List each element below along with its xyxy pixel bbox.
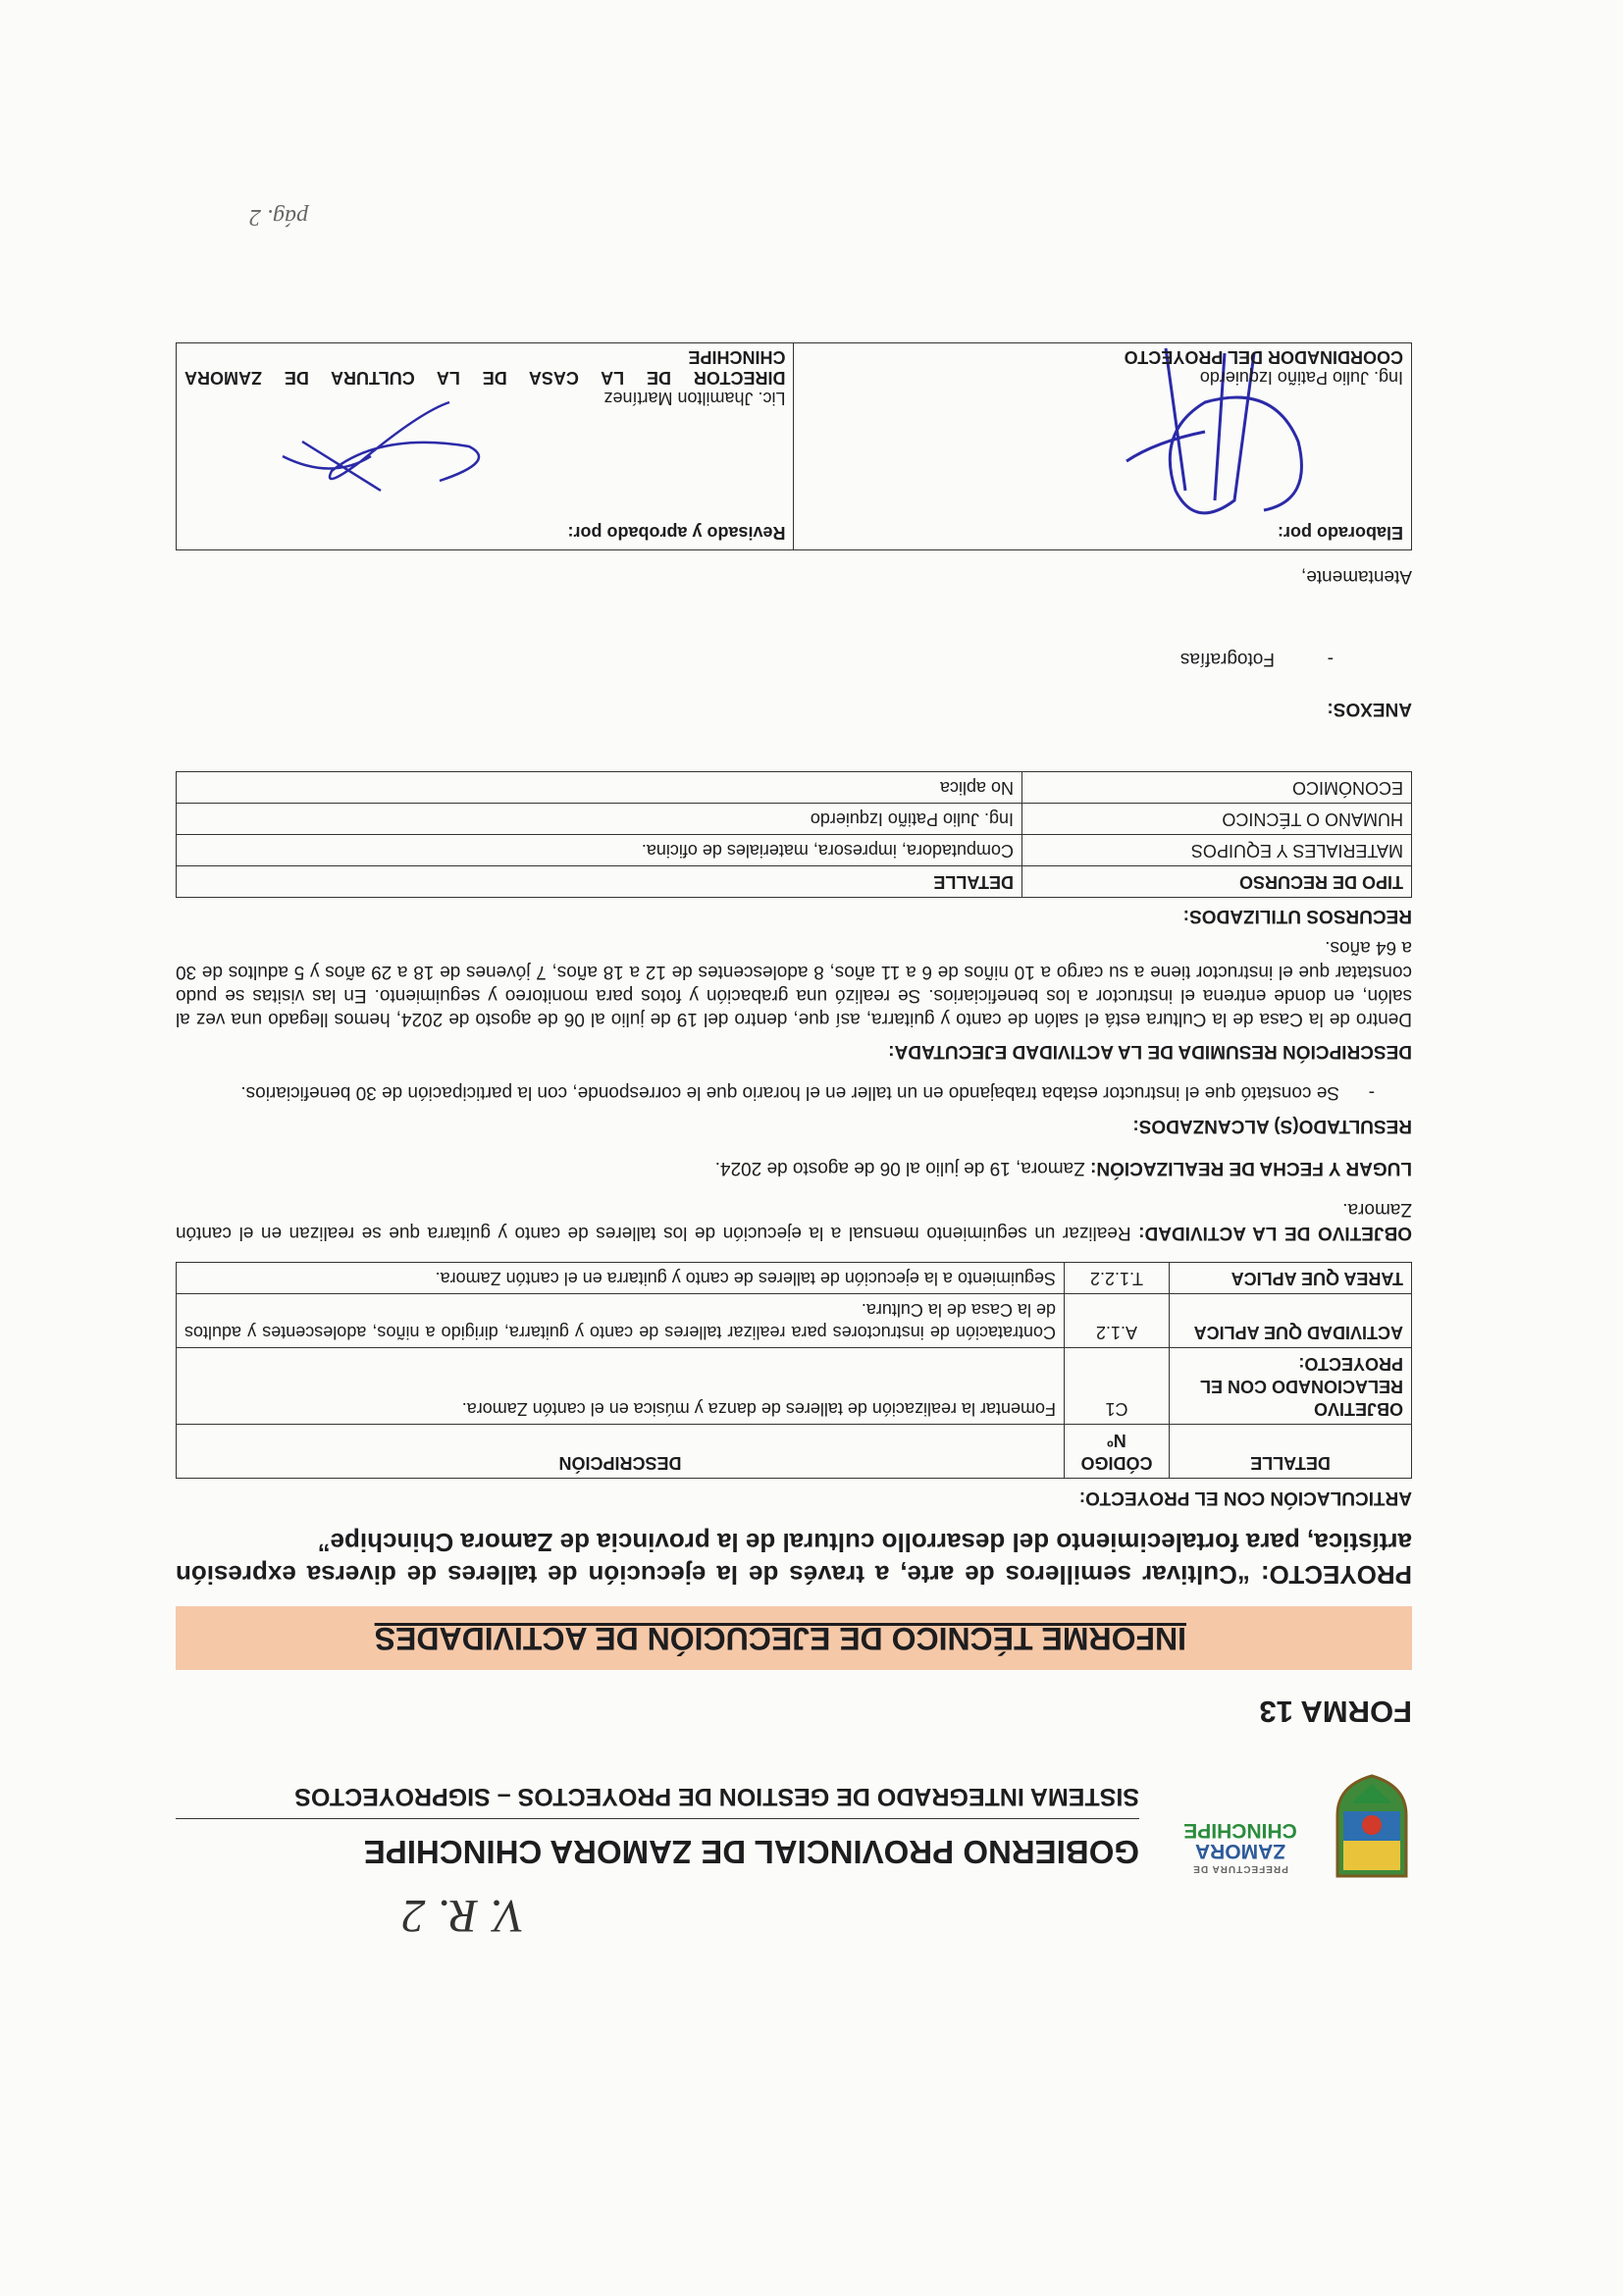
- articulation-heading: ARTICULACIÓN CON EL PROYECTO:: [1078, 1487, 1412, 1508]
- annex-item: -Fotografías: [1179, 649, 1334, 670]
- form-number: FORMA 13: [1259, 1695, 1412, 1729]
- results-item: -Se constató que el instructor estaba trabajando en un taller en el horario que le corresponde, con la participación de 30 beneficiarios.: [240, 1081, 1375, 1103]
- reviewed-by-label: Revisado y aprobado por:: [567, 522, 786, 543]
- reviewed-by-role: DIRECTOR DE LA CASA DE LA CULTURA DE ZAMORA: [184, 368, 786, 389]
- letterhead-titles: [176, 1781, 1139, 1884]
- reviewed-by-role-cont: CHINCHIPE: [688, 347, 786, 368]
- table-header-row: TIPO DE RECURSO DETALLE: [177, 865, 1412, 897]
- results-heading: RESULTADO(S) ALCANZADOS:: [1132, 1116, 1412, 1137]
- table-row: MATERIALES Y EQUIPOS Computadora, impresora, materiales de oficina.: [177, 834, 1412, 865]
- report-content: [176, 342, 1412, 1884]
- table-row: HUMANO O TÉCNICO Ing. Julio Patiño Izquierdo: [177, 803, 1412, 834]
- resources-table: [176, 771, 1412, 898]
- prepared-by-role: COORDINADOR DEL PROYECTO: [1124, 347, 1403, 368]
- prefecture-crest-icon: [1332, 1774, 1412, 1884]
- place-and-date: LUGAR Y FECHA DE REALIZACIÓN: Zamora, 19 de julio al 06 de agosto de 2024.: [714, 1157, 1412, 1178]
- project-title: PROYECTO: “Cultivar semilleros de arte, a través de la ejecución de talleres de diversa expresión artística, para fortalecimiento del desarrollo cultural de la provincia de Zamora Chinchipe”: [176, 1527, 1412, 1591]
- summary-heading: DESCRIPCIÓN RESUMIDA DE LA ACTIVIDAD EJECUTADA:: [888, 1040, 1412, 1062]
- letterhead: [176, 1774, 1412, 1884]
- activity-objective: OBJETIVO DE LA ACTIVIDAD: Realizar un seguimiento mensual a la ejecución de los talleres de canto y guitarra que se realizan en el cantón Zamora.: [176, 1198, 1412, 1244]
- prefecture-logo-text: PREFECTURA DE ZAMORA CHINCHIPE: [1183, 1819, 1297, 1874]
- table-header-row: DETALLE CÓDIGO Nº DESCRIPCIÓN: [177, 1425, 1412, 1479]
- prepared-by-cell: [794, 342, 1412, 549]
- reviewed-by-name: Lic. Jhamilton Martínez: [603, 388, 786, 408]
- page-number: pág. 2: [249, 204, 308, 230]
- system-title: SISTEMA INTEGRADO DE GESTION DE PROYECTOS – SIGPROYECTOS: [176, 1781, 1139, 1819]
- summary-text: Dentro de la Casa de la Cultura está el salón de canto y guitarra, así que, dentro del 19 de julio al 06 de agosto de 2024, hemos llegado una vez al salón, en donde entrena el instructor a los beneficiarios. Se realizó una grabación y fotos para monitoreo y seguimiento. En las visitas se pudo constatar que el instructor tiene a su cargo a 10 niños de 6 a 11 años, 8 adolescentes de 12 a 18 años, 7 jóvenes de 18 a 29 años y 5 adultos de 30 a 64 años.: [176, 937, 1412, 1030]
- prepared-by-name: Ing. Julio Patiño Izquierdo: [1199, 368, 1403, 389]
- signature-table: [176, 342, 1412, 550]
- resources-heading: RECURSOS UTILIZADOS:: [1182, 906, 1412, 927]
- articulation-table: [176, 1262, 1412, 1479]
- table-row: ACTIVIDAD QUE APLICA A.1.2 Contratación de instructores para realizar talleres de canto y guitarra, dirigido a niños, adolescentes y adultos de la Casa de la Cultura.: [177, 1294, 1412, 1348]
- table-row: ECONÓMICO No aplica: [177, 771, 1412, 803]
- prepared-by-label: Elaborado por:: [1277, 522, 1403, 543]
- annexes-heading: ANEXOS:: [1327, 698, 1412, 719]
- table-row: OBJETIVO RELACIONADO CON EL PROYECTO: C1 Fomentar la realización de talleres de danza y música en el cantón Zamora.: [177, 1348, 1412, 1425]
- reviewed-by-cell: [177, 342, 795, 549]
- handwritten-note: V. R. 2: [401, 1890, 524, 1942]
- closing: Atentamente,: [1300, 566, 1412, 588]
- government-title: GOBIERNO PROVINCIAL DE ZAMORA CHINCHIPE: [363, 1834, 1139, 1870]
- table-row: TAREA QUE APLICA T.1.2.2 Seguimiento a la ejecución de talleres de canto y guitarra en el cantón Zamora.: [177, 1263, 1412, 1294]
- report-title: INFORME TÉCNICO DE EJECUCIÓN DE ACTIVIDADES: [176, 1606, 1412, 1670]
